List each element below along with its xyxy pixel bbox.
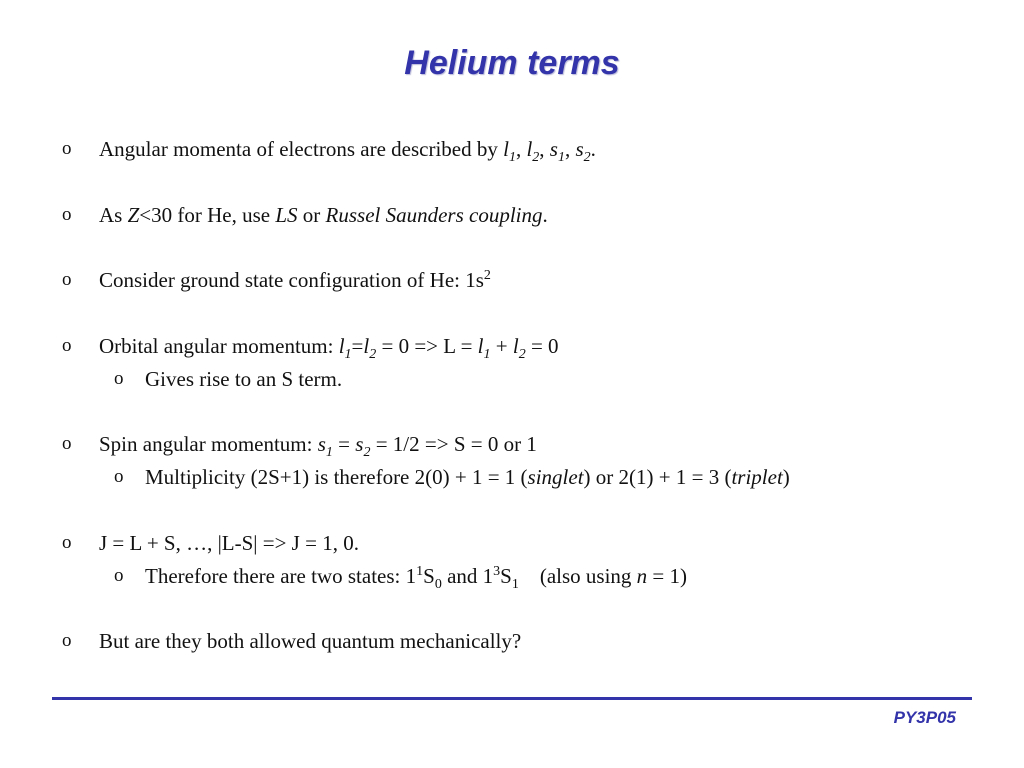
bullet-marker: o bbox=[62, 269, 72, 290]
ls-term: LS bbox=[275, 203, 298, 227]
bullet-marker: o bbox=[114, 466, 124, 487]
period: . bbox=[542, 203, 548, 227]
superscript: 3 bbox=[493, 564, 501, 579]
bullet-marker: o bbox=[114, 368, 124, 389]
subscript: 1 bbox=[511, 577, 519, 593]
bullet-text-part: and 1 bbox=[441, 564, 494, 588]
period: . bbox=[590, 137, 596, 161]
var-s: s bbox=[549, 137, 558, 161]
bullet-text-part: = 1/2 => S = 0 or 1 bbox=[370, 432, 537, 456]
subscript: 1 bbox=[325, 445, 333, 461]
subscript: 1 bbox=[483, 347, 491, 363]
var-l: l bbox=[512, 334, 519, 358]
bullet-text bbox=[99, 334, 559, 363]
bullet-text bbox=[99, 432, 537, 461]
subscript: 2 bbox=[369, 347, 377, 363]
bullet-text-part: = 0 => L = bbox=[376, 334, 478, 358]
bullet-text bbox=[99, 205, 548, 226]
separator: , bbox=[539, 137, 550, 161]
bullet-marker: o bbox=[62, 630, 72, 651]
var-l: l bbox=[338, 334, 345, 358]
subscript: 1 bbox=[508, 150, 516, 166]
bullet-marker: o bbox=[62, 335, 72, 356]
subscript: 2 bbox=[363, 445, 371, 461]
subscript: 2 bbox=[518, 347, 526, 363]
bullet-text-part: Spin angular momentum: bbox=[99, 432, 318, 456]
bullet-text-part: or bbox=[297, 203, 326, 227]
bullet-marker: o bbox=[62, 532, 72, 553]
superscript: 2 bbox=[483, 268, 491, 283]
bullet-text bbox=[145, 564, 687, 593]
subscript: 0 bbox=[434, 577, 442, 593]
superscript: 1 bbox=[416, 564, 424, 579]
bullet-text bbox=[145, 467, 790, 488]
var-l: l bbox=[363, 334, 370, 358]
var-n: n bbox=[636, 564, 648, 588]
equals: = bbox=[351, 334, 364, 358]
bullet-text bbox=[99, 270, 491, 291]
bullet-marker: o bbox=[62, 433, 72, 454]
subscript: 2 bbox=[532, 150, 540, 166]
var-s: s bbox=[355, 432, 364, 456]
bullet-text bbox=[99, 137, 596, 166]
bullet-marker: o bbox=[114, 565, 124, 586]
bullet-text-part: = 0 bbox=[525, 334, 559, 358]
term-symbol: S bbox=[500, 564, 512, 588]
bullet-text-part: Multiplicity (2S+1) is therefore 2(0) + 1 = 1 ( bbox=[145, 465, 528, 489]
bullet-text: J = L + S, …, |L-S| => J = 1, 0. bbox=[99, 531, 359, 555]
bullet-text-part: ) or 2(1) + 1 = 3 ( bbox=[583, 465, 732, 489]
bullet-marker: o bbox=[62, 138, 72, 159]
term-symbol: S bbox=[423, 564, 435, 588]
bullet-text-part: Consider ground state configuration of He: 1s bbox=[99, 268, 484, 292]
slide-title: Helium terms bbox=[404, 44, 620, 82]
separator: , bbox=[564, 137, 576, 161]
var-s: s bbox=[317, 432, 326, 456]
bullet-text: But are they both allowed quantum mechanically? bbox=[99, 629, 522, 653]
bullet-text: Gives rise to an S term. bbox=[145, 367, 343, 391]
var-z: Z bbox=[127, 203, 140, 227]
footer-course-code: PY3P05 bbox=[893, 708, 956, 727]
bullet-text-part: Angular momenta of electrons are described by bbox=[99, 137, 504, 161]
equals: = bbox=[332, 432, 356, 456]
subscript: 2 bbox=[583, 150, 591, 166]
subscript: 1 bbox=[344, 347, 352, 363]
bullet-text-part: Orbital angular momentum: bbox=[99, 334, 339, 358]
plus: + bbox=[490, 334, 513, 358]
var-s: s bbox=[575, 137, 584, 161]
footer-divider bbox=[52, 697, 972, 700]
var-l: l bbox=[503, 137, 509, 161]
russel-saunders-term: Russel Saunders coupling bbox=[325, 203, 543, 227]
bullet-text-part: (also using bbox=[518, 564, 637, 588]
subscript: 1 bbox=[557, 150, 565, 166]
bullet-text-part: As bbox=[99, 203, 128, 227]
bullet-text-part: <30 for He, use bbox=[139, 203, 276, 227]
separator: , bbox=[515, 137, 527, 161]
singlet-term: singlet bbox=[527, 465, 584, 489]
triplet-term: triplet bbox=[731, 465, 783, 489]
bullet-text-part: Therefore there are two states: 1 bbox=[145, 564, 417, 588]
bullet-text-part: ) bbox=[782, 465, 790, 489]
var-l: l bbox=[526, 137, 533, 161]
var-l: l bbox=[477, 334, 484, 358]
bullet-marker: o bbox=[62, 204, 72, 225]
bullet-text-part: = 1) bbox=[647, 564, 687, 588]
